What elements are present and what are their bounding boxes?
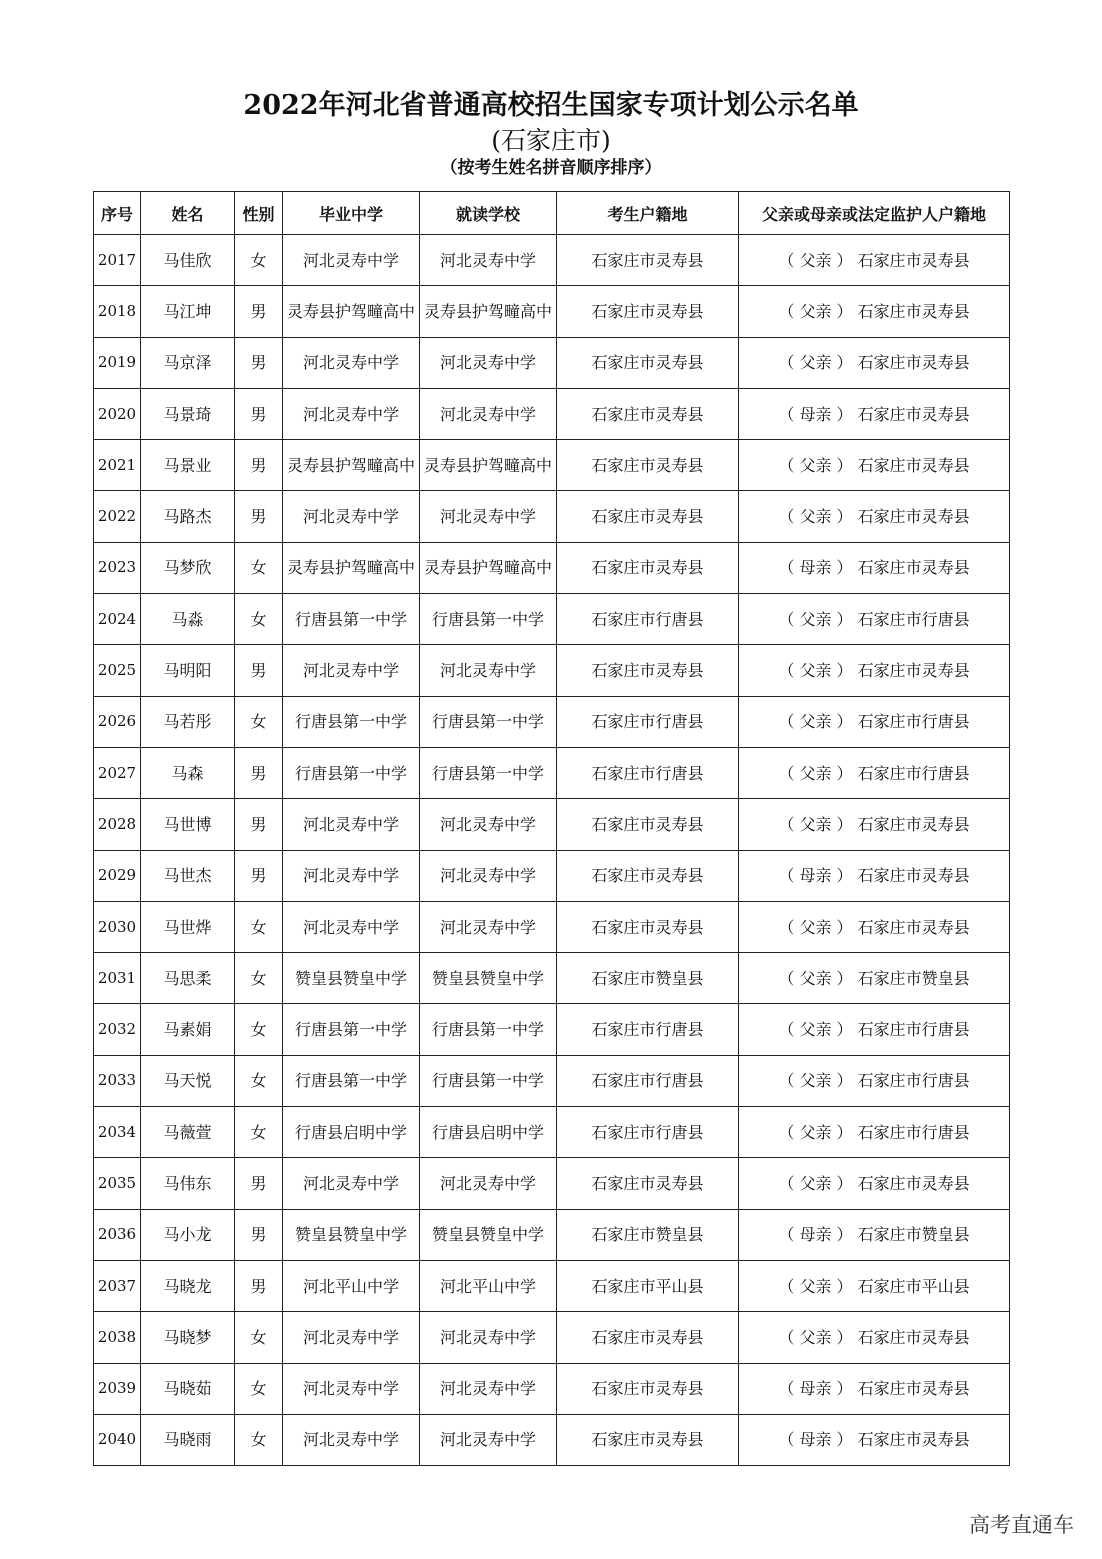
guardian-household-cell: （ 母亲 ） 石家庄市灵寿县 xyxy=(739,850,1010,901)
household-cell: 石家庄市赞皇县 xyxy=(557,1209,739,1260)
graduated-school-cell: 灵寿县护驾疃高中 xyxy=(283,440,420,491)
name-cell: 马若彤 xyxy=(141,696,235,747)
table-row xyxy=(94,1209,1010,1260)
guardian-household-cell: （ 父亲 ） 石家庄市灵寿县 xyxy=(739,901,1010,952)
current-school-cell: 行唐县第一中学 xyxy=(420,1004,557,1055)
graduated-school-cell: 赞皇县赞皇中学 xyxy=(283,1209,420,1260)
graduated-school-cell: 灵寿县护驾疃高中 xyxy=(283,542,420,593)
guardian-household-cell: （ 父亲 ） 石家庄市行唐县 xyxy=(739,696,1010,747)
gender-cell: 女 xyxy=(235,1414,283,1465)
gender-cell: 男 xyxy=(235,645,283,696)
household-cell: 石家庄市行唐县 xyxy=(557,1055,739,1106)
table-row xyxy=(94,594,1010,645)
current-school-cell: 河北灵寿中学 xyxy=(420,1312,557,1363)
serial-number-cell: 2035 xyxy=(94,1158,141,1209)
graduated-school-cell: 行唐县第一中学 xyxy=(283,747,420,798)
table-row xyxy=(94,1158,1010,1209)
household-cell: 石家庄市灵寿县 xyxy=(557,1363,739,1414)
current-school-cell: 河北灵寿中学 xyxy=(420,1158,557,1209)
name-cell: 马世杰 xyxy=(141,850,235,901)
household-cell: 石家庄市灵寿县 xyxy=(557,901,739,952)
graduated-school-cell: 河北灵寿中学 xyxy=(283,901,420,952)
graduated-school-cell: 行唐县第一中学 xyxy=(283,1004,420,1055)
graduated-school-cell: 行唐县启明中学 xyxy=(283,1107,420,1158)
current-school-cell: 行唐县第一中学 xyxy=(420,747,557,798)
name-cell: 马小龙 xyxy=(141,1209,235,1260)
graduated-school-cell: 河北灵寿中学 xyxy=(283,799,420,850)
column-header: 毕业中学 xyxy=(283,192,420,235)
household-cell: 石家庄市行唐县 xyxy=(557,1004,739,1055)
gender-cell: 女 xyxy=(235,1107,283,1158)
serial-number-cell: 2034 xyxy=(94,1107,141,1158)
name-cell: 马佳欣 xyxy=(141,235,235,286)
table-row xyxy=(94,388,1010,439)
serial-number-cell: 2022 xyxy=(94,491,141,542)
gender-cell: 男 xyxy=(235,1209,283,1260)
serial-number-cell: 2023 xyxy=(94,542,141,593)
guardian-household-cell: （ 父亲 ） 石家庄市行唐县 xyxy=(739,1004,1010,1055)
gender-cell: 女 xyxy=(235,953,283,1004)
current-school-cell: 灵寿县护驾疃高中 xyxy=(420,542,557,593)
guardian-household-cell: （ 父亲 ） 石家庄市灵寿县 xyxy=(739,645,1010,696)
current-school-cell: 河北灵寿中学 xyxy=(420,235,557,286)
table-row xyxy=(94,850,1010,901)
serial-number-cell: 2026 xyxy=(94,696,141,747)
gender-cell: 女 xyxy=(235,696,283,747)
household-cell: 石家庄市灵寿县 xyxy=(557,286,739,337)
household-cell: 石家庄市灵寿县 xyxy=(557,491,739,542)
current-school-cell: 河北灵寿中学 xyxy=(420,388,557,439)
graduated-school-cell: 灵寿县护驾疃高中 xyxy=(283,286,420,337)
document-subtitle: (石家庄市) xyxy=(491,126,611,155)
household-cell: 石家庄市灵寿县 xyxy=(557,235,739,286)
gender-cell: 男 xyxy=(235,1260,283,1311)
guardian-household-cell: （ 母亲 ） 石家庄市灵寿县 xyxy=(739,1363,1010,1414)
household-cell: 石家庄市灵寿县 xyxy=(557,1414,739,1465)
table-row xyxy=(94,901,1010,952)
gender-cell: 女 xyxy=(235,1055,283,1106)
guardian-household-cell: （ 父亲 ） 石家庄市灵寿县 xyxy=(739,799,1010,850)
graduated-school-cell: 河北灵寿中学 xyxy=(283,1414,420,1465)
table-header-row xyxy=(94,192,1010,235)
serial-number-cell: 2028 xyxy=(94,799,141,850)
current-school-cell: 行唐县第一中学 xyxy=(420,594,557,645)
guardian-household-cell: （ 父亲 ） 石家庄市行唐县 xyxy=(739,1107,1010,1158)
serial-number-cell: 2027 xyxy=(94,747,141,798)
guardian-household-cell: （ 母亲 ） 石家庄市赞皇县 xyxy=(739,1209,1010,1260)
current-school-cell: 河北灵寿中学 xyxy=(420,645,557,696)
current-school-cell: 河北灵寿中学 xyxy=(420,850,557,901)
column-header: 序号 xyxy=(94,192,141,235)
serial-number-cell: 2037 xyxy=(94,1260,141,1311)
gender-cell: 男 xyxy=(235,388,283,439)
gender-cell: 男 xyxy=(235,337,283,388)
gender-cell: 女 xyxy=(235,901,283,952)
name-cell: 马薇萱 xyxy=(141,1107,235,1158)
serial-number-cell: 2017 xyxy=(94,235,141,286)
household-cell: 石家庄市灵寿县 xyxy=(557,799,739,850)
gender-cell: 女 xyxy=(235,1004,283,1055)
guardian-household-cell: （ 母亲 ） 石家庄市灵寿县 xyxy=(739,542,1010,593)
table-row xyxy=(94,337,1010,388)
household-cell: 石家庄市灵寿县 xyxy=(557,388,739,439)
guardian-household-cell: （ 父亲 ） 石家庄市赞皇县 xyxy=(739,953,1010,1004)
household-cell: 石家庄市平山县 xyxy=(557,1260,739,1311)
guardian-household-cell: （ 父亲 ） 石家庄市灵寿县 xyxy=(739,1158,1010,1209)
serial-number-cell: 2024 xyxy=(94,594,141,645)
gender-cell: 男 xyxy=(235,799,283,850)
gender-cell: 女 xyxy=(235,542,283,593)
household-cell: 石家庄市灵寿县 xyxy=(557,542,739,593)
name-cell: 马伟东 xyxy=(141,1158,235,1209)
table-row xyxy=(94,542,1010,593)
current-school-cell: 赞皇县赞皇中学 xyxy=(420,1209,557,1260)
guardian-household-cell: （ 父亲 ） 石家庄市灵寿县 xyxy=(739,1312,1010,1363)
serial-number-cell: 2031 xyxy=(94,953,141,1004)
name-cell: 马晓茹 xyxy=(141,1363,235,1414)
table-row xyxy=(94,286,1010,337)
current-school-cell: 行唐县第一中学 xyxy=(420,1055,557,1106)
watermark: 高考直通车 xyxy=(969,1513,1074,1537)
guardian-household-cell: （ 父亲 ） 石家庄市灵寿县 xyxy=(739,491,1010,542)
graduated-school-cell: 河北灵寿中学 xyxy=(283,491,420,542)
column-header: 姓名 xyxy=(141,192,235,235)
name-cell: 马景业 xyxy=(141,440,235,491)
name-cell: 马世烨 xyxy=(141,901,235,952)
household-cell: 石家庄市行唐县 xyxy=(557,1107,739,1158)
graduated-school-cell: 行唐县第一中学 xyxy=(283,1055,420,1106)
household-cell: 石家庄市赞皇县 xyxy=(557,953,739,1004)
name-cell: 马素娟 xyxy=(141,1004,235,1055)
household-cell: 石家庄市行唐县 xyxy=(557,594,739,645)
table-row xyxy=(94,1260,1010,1311)
current-school-cell: 行唐县第一中学 xyxy=(420,696,557,747)
guardian-household-cell: （ 母亲 ） 石家庄市灵寿县 xyxy=(739,388,1010,439)
sort-note: （按考生姓名拼音顺序排序） xyxy=(440,158,662,178)
serial-number-cell: 2033 xyxy=(94,1055,141,1106)
serial-number-cell: 2030 xyxy=(94,901,141,952)
serial-number-cell: 2036 xyxy=(94,1209,141,1260)
household-cell: 石家庄市行唐县 xyxy=(557,696,739,747)
table-row xyxy=(94,235,1010,286)
roster-table xyxy=(93,191,1010,1466)
gender-cell: 女 xyxy=(235,235,283,286)
gender-cell: 男 xyxy=(235,1158,283,1209)
household-cell: 石家庄市灵寿县 xyxy=(557,645,739,696)
column-header: 就读学校 xyxy=(420,192,557,235)
table-row xyxy=(94,1107,1010,1158)
column-header: 考生户籍地 xyxy=(557,192,739,235)
table-body xyxy=(94,235,1010,1466)
guardian-household-cell: （ 父亲 ） 石家庄市灵寿县 xyxy=(739,440,1010,491)
current-school-cell: 河北平山中学 xyxy=(420,1260,557,1311)
graduated-school-cell: 赞皇县赞皇中学 xyxy=(283,953,420,1004)
graduated-school-cell: 河北灵寿中学 xyxy=(283,235,420,286)
graduated-school-cell: 河北灵寿中学 xyxy=(283,645,420,696)
name-cell: 马森 xyxy=(141,747,235,798)
serial-number-cell: 2019 xyxy=(94,337,141,388)
table-row xyxy=(94,1363,1010,1414)
household-cell: 石家庄市灵寿县 xyxy=(557,1312,739,1363)
graduated-school-cell: 行唐县第一中学 xyxy=(283,696,420,747)
table-row xyxy=(94,440,1010,491)
current-school-cell: 行唐县启明中学 xyxy=(420,1107,557,1158)
serial-number-cell: 2039 xyxy=(94,1363,141,1414)
table-row xyxy=(94,1055,1010,1106)
graduated-school-cell: 河北平山中学 xyxy=(283,1260,420,1311)
serial-number-cell: 2021 xyxy=(94,440,141,491)
gender-cell: 男 xyxy=(235,440,283,491)
current-school-cell: 灵寿县护驾疃高中 xyxy=(420,286,557,337)
table-row xyxy=(94,1312,1010,1363)
guardian-household-cell: （ 父亲 ） 石家庄市灵寿县 xyxy=(739,235,1010,286)
serial-number-cell: 2018 xyxy=(94,286,141,337)
serial-number-cell: 2032 xyxy=(94,1004,141,1055)
guardian-household-cell: （ 父亲 ） 石家庄市平山县 xyxy=(739,1260,1010,1311)
guardian-household-cell: （ 父亲 ） 石家庄市灵寿县 xyxy=(739,286,1010,337)
table-row xyxy=(94,696,1010,747)
name-cell: 马晓梦 xyxy=(141,1312,235,1363)
name-cell: 马明阳 xyxy=(141,645,235,696)
graduated-school-cell: 河北灵寿中学 xyxy=(283,850,420,901)
table-row xyxy=(94,1414,1010,1465)
gender-cell: 男 xyxy=(235,850,283,901)
gender-cell: 男 xyxy=(235,747,283,798)
graduated-school-cell: 河北灵寿中学 xyxy=(283,1363,420,1414)
column-header: 性别 xyxy=(235,192,283,235)
table-row xyxy=(94,747,1010,798)
name-cell: 马晓龙 xyxy=(141,1260,235,1311)
household-cell: 石家庄市灵寿县 xyxy=(557,850,739,901)
graduated-school-cell: 河北灵寿中学 xyxy=(283,388,420,439)
gender-cell: 女 xyxy=(235,1363,283,1414)
serial-number-cell: 2029 xyxy=(94,850,141,901)
gender-cell: 男 xyxy=(235,491,283,542)
serial-number-cell: 2038 xyxy=(94,1312,141,1363)
name-cell: 马江坤 xyxy=(141,286,235,337)
name-cell: 马晓雨 xyxy=(141,1414,235,1465)
guardian-household-cell: （ 父亲 ） 石家庄市行唐县 xyxy=(739,594,1010,645)
guardian-household-cell: （ 父亲 ） 石家庄市行唐县 xyxy=(739,747,1010,798)
table-row xyxy=(94,799,1010,850)
name-cell: 马路杰 xyxy=(141,491,235,542)
document-title: 2022年河北省普通高校招生国家专项计划公示名单 xyxy=(243,90,859,121)
name-cell: 马思柔 xyxy=(141,953,235,1004)
name-cell: 马梦欣 xyxy=(141,542,235,593)
graduated-school-cell: 河北灵寿中学 xyxy=(283,1312,420,1363)
household-cell: 石家庄市灵寿县 xyxy=(557,1158,739,1209)
current-school-cell: 灵寿县护驾疃高中 xyxy=(420,440,557,491)
current-school-cell: 河北灵寿中学 xyxy=(420,337,557,388)
table-row xyxy=(94,491,1010,542)
guardian-household-cell: （ 父亲 ） 石家庄市灵寿县 xyxy=(739,337,1010,388)
current-school-cell: 河北灵寿中学 xyxy=(420,799,557,850)
graduated-school-cell: 行唐县第一中学 xyxy=(283,594,420,645)
household-cell: 石家庄市灵寿县 xyxy=(557,337,739,388)
serial-number-cell: 2020 xyxy=(94,388,141,439)
current-school-cell: 赞皇县赞皇中学 xyxy=(420,953,557,1004)
current-school-cell: 河北灵寿中学 xyxy=(420,1414,557,1465)
name-cell: 马世博 xyxy=(141,799,235,850)
guardian-household-cell: （ 母亲 ） 石家庄市灵寿县 xyxy=(739,1414,1010,1465)
table-row xyxy=(94,953,1010,1004)
gender-cell: 女 xyxy=(235,1312,283,1363)
column-header: 父亲或母亲或法定监护人户籍地 xyxy=(739,192,1010,235)
name-cell: 马景琦 xyxy=(141,388,235,439)
graduated-school-cell: 河北灵寿中学 xyxy=(283,337,420,388)
table-row xyxy=(94,645,1010,696)
current-school-cell: 河北灵寿中学 xyxy=(420,491,557,542)
household-cell: 石家庄市灵寿县 xyxy=(557,440,739,491)
current-school-cell: 河北灵寿中学 xyxy=(420,1363,557,1414)
name-cell: 马京泽 xyxy=(141,337,235,388)
name-cell: 马天悦 xyxy=(141,1055,235,1106)
name-cell: 马淼 xyxy=(141,594,235,645)
current-school-cell: 河北灵寿中学 xyxy=(420,901,557,952)
guardian-household-cell: （ 父亲 ） 石家庄市行唐县 xyxy=(739,1055,1010,1106)
serial-number-cell: 2025 xyxy=(94,645,141,696)
graduated-school-cell: 河北灵寿中学 xyxy=(283,1158,420,1209)
gender-cell: 男 xyxy=(235,286,283,337)
table-row xyxy=(94,1004,1010,1055)
household-cell: 石家庄市行唐县 xyxy=(557,747,739,798)
serial-number-cell: 2040 xyxy=(94,1414,141,1465)
gender-cell: 女 xyxy=(235,594,283,645)
